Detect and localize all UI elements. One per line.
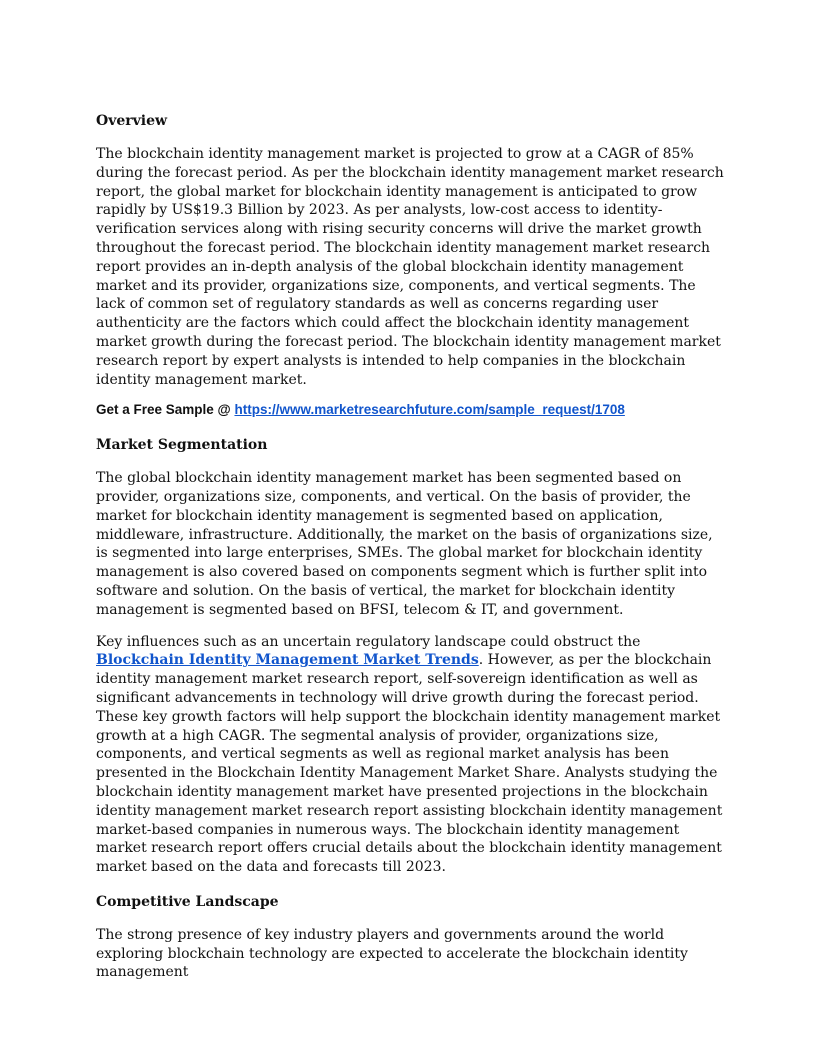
overview-heading: Overview — [96, 113, 168, 129]
market-segmentation-heading: Market Segmentation — [96, 437, 268, 454]
segmentation-paragraph-2 — [96, 633, 724, 877]
free-sample-link[interactable]: https://www.marketresearchfuture.com/sample_request/1708 — [234, 402, 625, 418]
free-sample-line — [96, 401, 724, 420]
document-page — [96, 110, 724, 982]
free-sample-label: Get a Free Sample @ — [96, 402, 235, 418]
segmentation-text-before-link: Key influences such as an uncertain regulatory landscape could obstruct the — [96, 633, 641, 650]
market-trends-link[interactable]: Blockchain Identity Management Market Trends — [96, 652, 479, 669]
overview-paragraph: The blockchain identity management market is projected to grow at a CAGR of 85% during the forecast period. As per the blockchain identity management market research report, the global market for blockchain identity management is anticipated to grow rapidly by US$19.3 Billion by 2023. As per analysts, low-cost access to identity-verification services along with rising security concerns will drive the market growth throughout the forecast period. The blockchain identity management market research report provides an in-depth analysis of the global blockchain identity management market and its provider, organizations size, components, and vertical segments. The lack of common set of regulatory standards as well as concerns regarding user authenticity are the factors which could affect the blockchain identity management market growth during the forecast period. The blockchain identity management market research report by expert analysts is intended to help companies in the blockchain identity management market. — [96, 146, 724, 388]
segmentation-paragraph-1: The global blockchain identity management market has been segmented based on provider, organizations size, components, and vertical. On the basis of provider, the market for blockchain identity management is segmented based on application, middleware, infrastructure. Additionally, the market on the basis of organizations size, is segmented into large enterprises, SMEs. The global market for blockchain identity management is also covered based on components segment which is further split into software and solution. On the basis of vertical, the market for blockchain identity management is segmented based on BFSI, telecom & IT, and government. — [96, 470, 713, 618]
competitive-paragraph: The strong presence of key industry players and governments around the world exploring blockchain technology are expected to accelerate the blockchain identity management — [96, 926, 688, 981]
competitive-landscape-heading: Competitive Landscape — [96, 893, 279, 910]
segmentation-text-after-link: . However, as per the blockchain identity management market research report, self-sovereign identification as well as significant advancements in technology will drive growth during the forecast period. These key growth factors will help support the blockchain identity management market growth at a high CAGR. The segmental analysis of provider, organizations size, components, and vertical segments as well as regional market analysis has been presented in the Blockchain Identity Management Market Share. Analysts studying the blockchain identity management market have presented projections in the blockchain identity management market research report assisting blockchain identity management market-based companies in numerous ways. The blockchain identity management market research report offers crucial details about the blockchain identity management market based on the data and forecasts till 2023. — [96, 652, 723, 876]
